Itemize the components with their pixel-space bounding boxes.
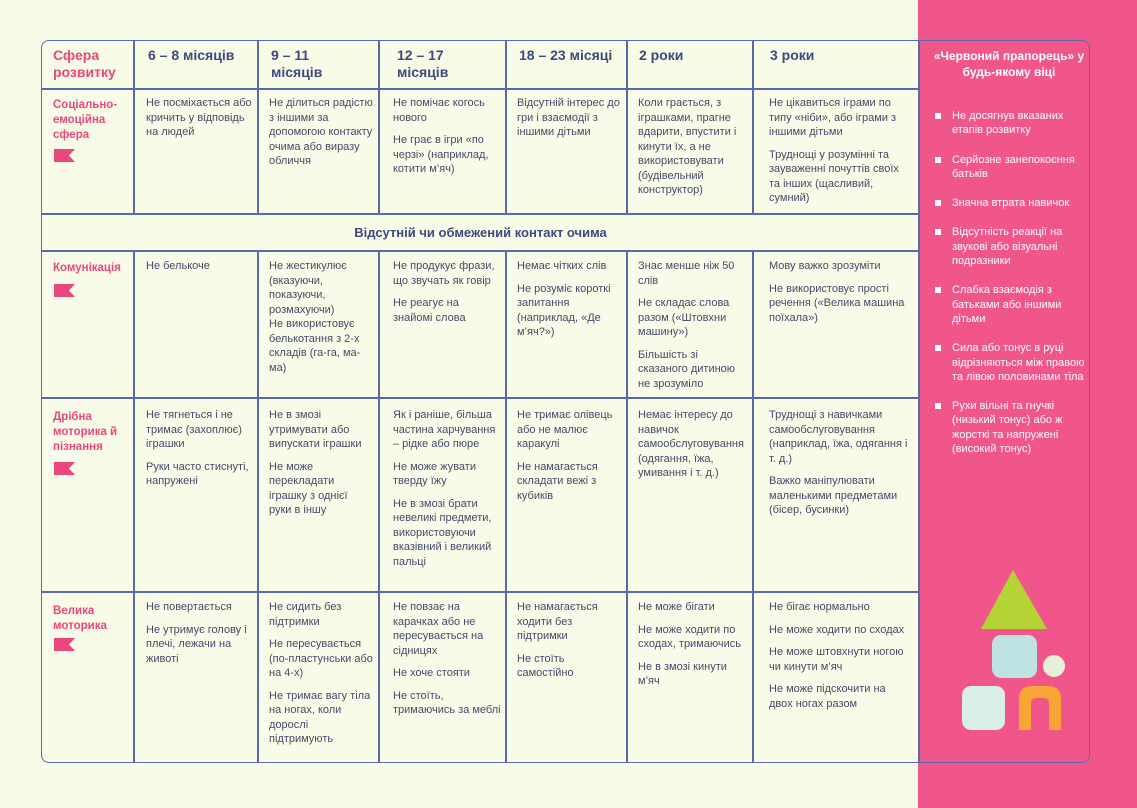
row-divider (42, 88, 919, 90)
flag-icon (54, 149, 75, 162)
red-flag-item (935, 225, 1090, 268)
cell-fine-9-11 (269, 408, 373, 526)
cell-comm-2 (638, 259, 748, 399)
bullet-icon (935, 403, 941, 409)
cell-fine-3 (769, 408, 911, 526)
cell-gross-2 (638, 600, 748, 697)
cell-text: Не цікавиться іграми по типу «ніби», або іграми з іншими дітьми (769, 97, 897, 138)
blocks-decoration (955, 565, 1075, 735)
cell-gross-6-8 (146, 600, 254, 674)
cell-fine-18-23 (517, 408, 622, 511)
red-flag-text: Значна втрата навичок (952, 197, 1070, 210)
red-flag-text: Слабка взаємодія з батьками або іншими дітьми (952, 284, 1062, 325)
cell-text: Не жестикулює (вказуючи, показуючи, розмахуючи) (269, 260, 347, 316)
cell-text: Не в змозі брати невеликі предмети, використовуючи вказівний і великий пальці (393, 497, 492, 568)
cell-text: Не грає в ігри «по черзі» (наприклад, котити м’яч) (393, 134, 489, 175)
cell-text: Не розуміє короткі запитання (наприклад, «Де м’яч?») (517, 282, 611, 338)
row-divider (42, 591, 919, 593)
col-divider (752, 41, 754, 213)
cell-text: Не може підскочити на двох ногах разом (769, 683, 886, 710)
col-divider (257, 250, 259, 763)
cell-text: Не реагує на знайомі слова (393, 297, 466, 324)
cell-text: Не може ходити по сходах, тримаючись (638, 623, 741, 650)
red-flag-item (935, 109, 1090, 138)
cell-social-9-11 (269, 96, 373, 177)
col-divider (505, 41, 507, 213)
cell-text: Не стоїть, тримаючись за меблі (393, 689, 501, 716)
cell-comm-12-17 (393, 259, 501, 333)
red-flag-item (935, 153, 1090, 182)
cell-fine-2 (638, 408, 748, 489)
cell-text: Не використовує белькотання з 2-х складів (га-га, ма-ма) (269, 318, 361, 374)
cell-social-6-8 (146, 96, 252, 148)
header-age-3: 3 роки (770, 47, 815, 63)
col-divider (626, 250, 628, 763)
cell-text: Не може штовхнути ногою чи кинути м’яч (769, 646, 904, 673)
col-divider (257, 41, 259, 213)
cell-text: Не намагається складати вежі з кубиків (517, 460, 598, 502)
cell-text: Не в змозі утримувати або випускати іграшки (269, 409, 362, 450)
red-flag-text: Не досягнув вказаних етапів розвитку (952, 110, 1064, 137)
col-divider (133, 250, 135, 763)
cell-text: Не використовує прості речення («Велика машина поїхала») (769, 282, 905, 324)
cell-fine-6-8 (146, 408, 254, 497)
cell-comm-6-8 (146, 259, 252, 282)
col-divider (626, 41, 628, 213)
cell-text: Не помічає когось нового (393, 97, 485, 124)
eye-contact-banner: Відсутній чи обмежений контакт очима (354, 225, 607, 240)
cell-text: Важко маніпулювати маленькими предметами (бісер, бусинки) (769, 475, 898, 516)
cell-text: Не стоїть самостійно (517, 652, 574, 679)
header-red-flag: «Червоний прапорець» у будь-якому віці (933, 49, 1085, 79)
cell-text: Не посміхається або кричить у відповідь на людей (146, 97, 252, 138)
cell-text: Не сидить без підтримки (269, 601, 342, 628)
bullet-icon (935, 345, 941, 351)
header-age-6-8: 6 – 8 місяців (148, 47, 235, 63)
development-table (41, 40, 1090, 763)
cell-text: Не може жувати тверду їжу (393, 460, 476, 487)
row-divider (42, 397, 919, 399)
cell-gross-12-17 (393, 600, 501, 726)
header-age-9-11: 9 – 11 місяців (271, 47, 323, 80)
cell-text: Не намагається ходити без підтримки (517, 601, 598, 642)
cell-text: Не тягнеться і не тримає (захоплює) іграшки (146, 409, 242, 450)
cell-text: Не продукує фрази, що звучать як говір (393, 260, 495, 287)
cell-text: Немає чітких слів (517, 260, 607, 272)
cell-text: Мову важко зрозуміти (769, 260, 881, 272)
cell-text: Як і раніше, більша частина харчування – рідке або пюре (393, 409, 496, 450)
cell-text: Знає менше ніж 50 слів (638, 260, 735, 287)
cell-text: Не може ходити по сходах (769, 623, 905, 636)
cell-text: Труднощі з навичками самообслуговування (наприклад, їжа, одягання і т. д.) (769, 409, 908, 465)
row-label-communication: Комунікація (53, 262, 121, 274)
cell-comm-9-11 (269, 259, 373, 383)
cell-text: Не хоче стояти (393, 667, 470, 679)
row-divider (42, 250, 919, 252)
cell-text: Руки часто стиснуті, напружені (146, 460, 249, 487)
cell-text: Не може бігати (638, 601, 715, 613)
cell-social-12-17 (393, 96, 501, 185)
cell-text: Більшість зі сказаного дитиною не зрозуміло (638, 348, 736, 390)
cell-social-3 (769, 96, 909, 214)
cell-gross-3 (769, 600, 909, 719)
cell-social-2 (638, 96, 748, 206)
cell-text: Не бігає нормально (769, 601, 870, 613)
col-divider (505, 250, 507, 763)
red-flag-text: Серйозне занепокоєння батьків (952, 153, 1075, 180)
cell-comm-3 (769, 259, 909, 333)
cell-text: Не повертається (146, 601, 232, 613)
cell-text: Не може перекладати іграшку з однієї руки в іншу (269, 460, 348, 516)
cell-text: Відсутній інтерес до гри і взаємодії з іншими дітьми (517, 97, 620, 138)
red-flag-item (935, 196, 1090, 210)
col-divider (133, 41, 135, 213)
flag-icon (54, 284, 75, 297)
red-flag-text: Сила або тонус в руці відрізняються між правою та лівою половинами тіла (952, 342, 1085, 383)
cell-text: Не пересувається (по-пластунськи або на 4-х) (269, 638, 373, 679)
red-flag-item (935, 341, 1090, 384)
red-flag-text: Рухи вільні та гнучкі (низький тонус) або ж жорсткі та напружені (високий тонус) (952, 400, 1063, 456)
cell-text: Не тримає олівець або не малює каракулі (517, 409, 613, 450)
header-age-12-17: 12 – 17 місяців (397, 47, 449, 80)
cell-text: Не ділиться радістю з іншими за допомогою контакту очима або виразу обличчя (269, 97, 373, 167)
row-label-fine-motor: Дрібна моторика й пізнання (53, 411, 118, 453)
cell-text: Немає інтересу до навичок самообслуговування (одягання, їжа, умивання і т. д.) (638, 409, 744, 479)
cell-text: Не утримує голову і плечі, лежачи на животі (146, 623, 247, 665)
row-label-gross-motor: Велика моторика (53, 605, 107, 632)
cell-gross-9-11 (269, 600, 375, 755)
cell-text: Коли грається, з іграшками, прагне вдарити, впустити і кинути їх, а не використовувати (будівельний конструктор) (638, 97, 737, 196)
cell-text: Не тримає вагу тіла на ногах, коли дорослі підтримують (269, 689, 371, 745)
bullet-icon (935, 113, 941, 119)
col-divider (378, 250, 380, 763)
bullet-icon (935, 287, 941, 293)
cell-fine-12-17 (393, 408, 503, 577)
red-flag-list (935, 109, 1090, 471)
bullet-icon (935, 200, 941, 206)
red-flag-item (935, 399, 1090, 456)
header-sphere: Сфера розвитку (53, 47, 116, 80)
red-flag-text: Відсутність реакції на звукові або візуальні подразники (952, 226, 1063, 268)
flag-icon (54, 638, 75, 651)
cell-text: Труднощі у розумінні та зауваженні почуттів своїх та інших (щасливий, сумний) (769, 148, 899, 204)
row-label-social: Соціально-емоційна сфера (53, 99, 118, 141)
bullet-icon (935, 229, 941, 235)
red-flag-item (935, 283, 1090, 326)
flag-icon (54, 462, 75, 475)
col-divider (752, 250, 754, 763)
col-divider (918, 41, 920, 763)
cell-comm-18-23 (517, 259, 622, 348)
cell-text: Не в змозі кинути м’яч (638, 660, 727, 687)
bullet-icon (935, 157, 941, 163)
header-age-2: 2 роки (639, 47, 684, 63)
cell-text: Не складає слова разом («Штовхни машину») (638, 297, 730, 338)
cell-gross-18-23 (517, 600, 622, 689)
cell-text: Не повзає на карачках або не пересувається на сідницях (393, 601, 484, 657)
cell-text: Не белькоче (146, 260, 210, 272)
cell-social-18-23 (517, 96, 622, 148)
header-age-18-23: 18 – 23 місяці (519, 47, 613, 63)
col-divider (378, 41, 380, 213)
